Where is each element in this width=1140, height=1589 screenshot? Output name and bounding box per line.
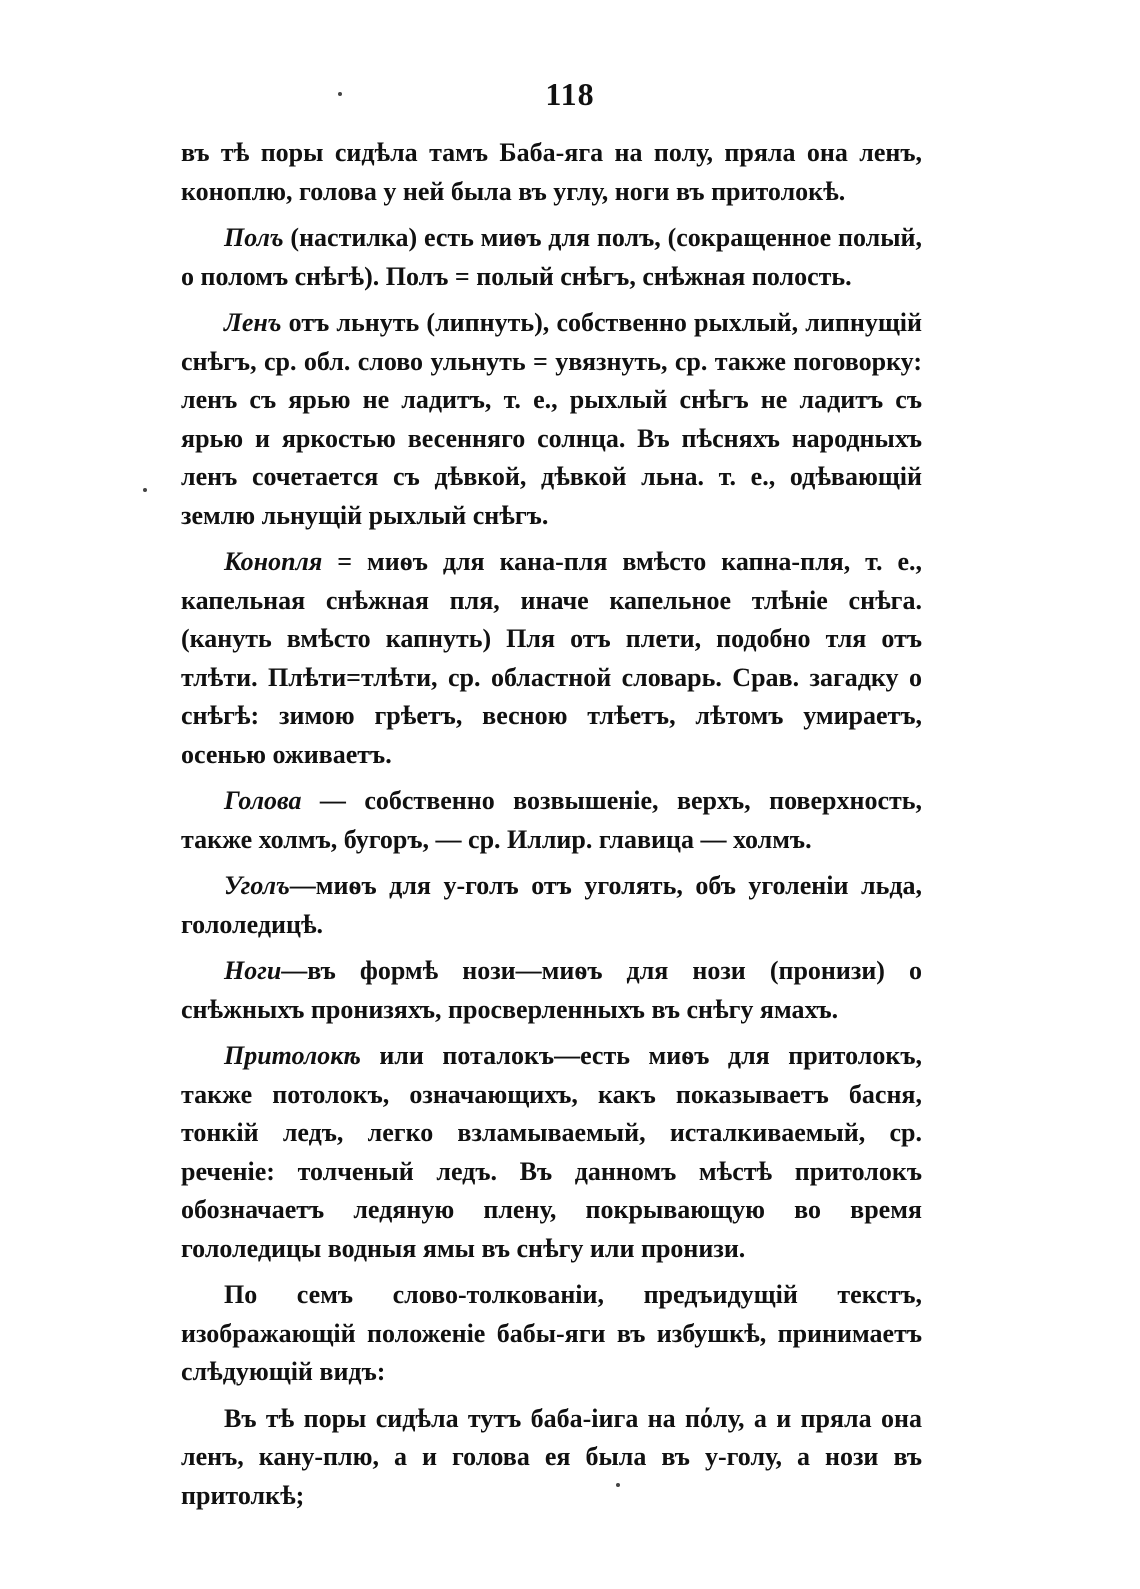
entry-text: —миѳъ для у-голъ отъ уголять, объ уголеніи льда, гололедицѣ. xyxy=(181,871,922,939)
entry-headword: Ленъ xyxy=(224,308,282,337)
entry-headword: Ноги xyxy=(224,956,282,985)
entry-pritoloke xyxy=(181,1037,922,1268)
entry-golova xyxy=(181,782,922,859)
entry-konoplya xyxy=(181,543,922,774)
body-text xyxy=(181,134,922,1523)
entry-headword: Уголъ xyxy=(224,871,290,900)
scan-speck xyxy=(143,488,147,492)
entry-headword: Полъ xyxy=(224,223,284,252)
entry-text: отъ льнуть (липнуть), собственно рыхлый, липнущій снѣгъ, ср. обл. слово ульнуть = увязнуть, ср. также поговорку: ленъ съ ярью не ладитъ, т. е., рыхлый снѣгъ не ладитъ съ ярью и яркостью весенняго солнца. Въ пѣсняхъ народныхъ ленъ сочетается съ дѣвкой, дѣвкой льна. т. е., одѣвающій землю льнущій рыхлый снѣгъ. xyxy=(181,308,922,530)
scan-speck xyxy=(338,92,342,96)
paragraph-quoted-text xyxy=(181,1400,922,1516)
entry-headword: Притолокѣ xyxy=(224,1041,361,1070)
page-number: 118 xyxy=(545,76,595,112)
entry-text: — собственно возвышеніе, верхъ, поверхность, также холмъ, бугоръ, — ср. Иллир. главица — холмъ. xyxy=(181,786,922,854)
paragraph-continuation xyxy=(181,134,922,211)
entry-headword: Конопля xyxy=(224,547,323,576)
entry-len xyxy=(181,304,922,535)
entry-ugol xyxy=(181,867,922,944)
entry-nogi xyxy=(181,952,922,1029)
entry-pol xyxy=(181,219,922,296)
paragraph-text: Въ тѣ поры сидѣла тутъ баба-іига на пόлу, а и пряла она ленъ, кану-плю, а и голова ея была въ у-голу, а нози въ притолкѣ; xyxy=(181,1403,922,1510)
paragraph-summary xyxy=(181,1276,922,1392)
paragraph-text: По семъ слово-толкованіи, предъидущій текстъ, изображающій положеніе бабы-яги въ избушкѣ, принимаетъ слѣдующій видъ: xyxy=(181,1280,922,1386)
entry-text: (настилка) есть миѳъ для полъ, (сокращенное полый, о поломъ снѣгѣ). Полъ = полый снѣгъ, снѣжная полость. xyxy=(181,223,922,291)
entry-text: или поталокъ—есть миѳъ для притолокъ, также потолокъ, означающихъ, какъ показываетъ басня, тонкій ледъ, легко взламываемый, исталкиваемый, ср. реченіе: толченый ледъ. Въ данномъ мѣстѣ притолокъ обозначаетъ ледяную плену, покрывающую во время гололедицы водныя ямы въ снѣгу или пронизи. xyxy=(181,1041,922,1263)
entry-headword: Голова xyxy=(224,786,302,815)
entry-text: —въ формѣ нози—миѳъ для нози (пронизи) о снѣжныхъ пронизяхъ, просверленныхъ въ снѣгу ямахъ. xyxy=(181,956,922,1024)
entry-text: = миѳъ для кана-пля вмѣсто капна-пля, т. е., капельная снѣжная пля, иначе капельное тлѣніе снѣга. (кануть вмѣсто капнуть) Пля отъ плети, подобно тля отъ тлѣти. Плѣти=тлѣти, ср. областной словарь. Срав. загадку о снѣгѣ: зимою грѣетъ, весною тлѣетъ, лѣтомъ умираетъ, осенью оживаетъ. xyxy=(181,547,922,769)
paragraph-text: въ тѣ поры сидѣла тамъ Баба-яга на полу, пряла она ленъ, коноплю, голова у ней была въ углу, ноги въ притолокѣ. xyxy=(181,138,922,206)
scan-speck xyxy=(616,1483,620,1487)
